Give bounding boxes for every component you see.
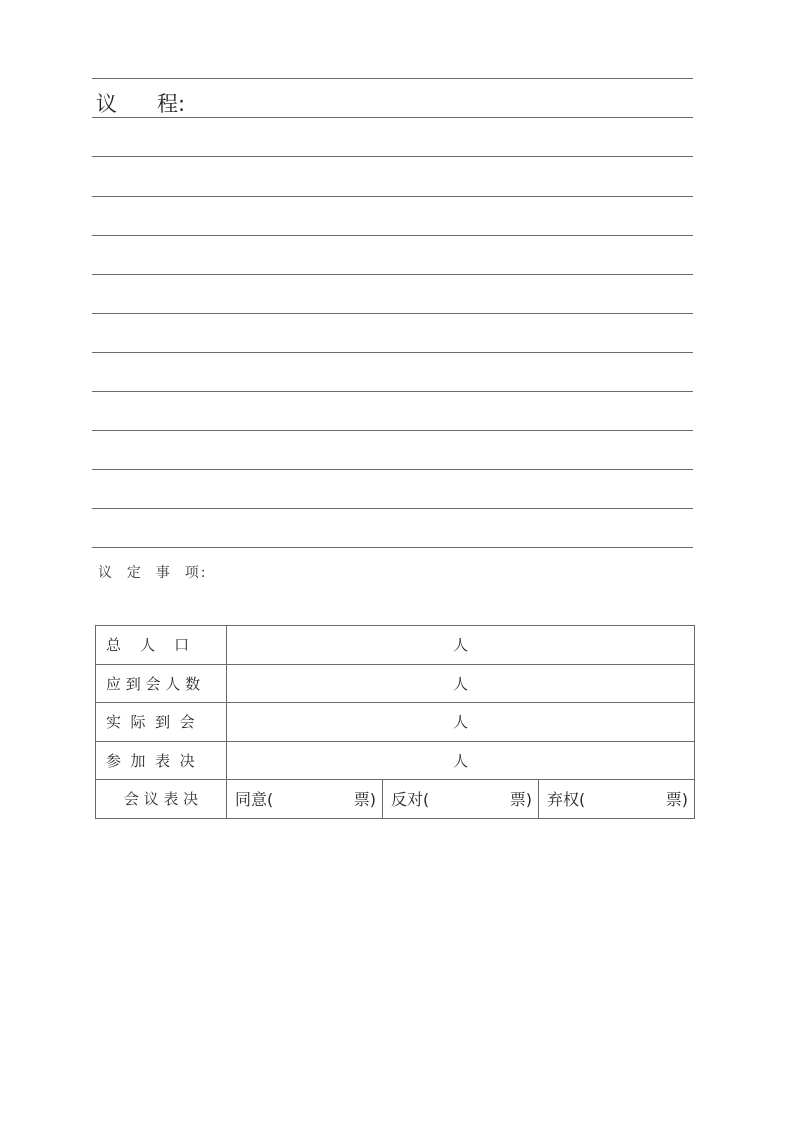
table-row (96, 780, 695, 819)
resolved-items-label: 议 定 事 项: (98, 565, 208, 581)
rule-line (92, 469, 693, 470)
rule-line (92, 274, 693, 275)
actual-attendees-label: 实 际 到 会 (96, 703, 227, 742)
rule-line (92, 508, 693, 509)
rule-line (92, 196, 693, 197)
table-row (96, 703, 695, 742)
table-row (96, 741, 695, 780)
voting-participants-field[interactable]: 人 (227, 741, 695, 780)
meeting-vote-label: 会 议 表 决 (96, 780, 227, 819)
total-population-field[interactable]: 人 (227, 626, 695, 665)
agenda-label: 议 程: (96, 92, 186, 116)
rule-line (92, 156, 693, 157)
oppose-vote-label: 反对( (391, 790, 430, 810)
table-row (96, 664, 695, 703)
expected-attendees-field[interactable]: 人 (227, 664, 695, 703)
rule-line (92, 313, 693, 314)
actual-attendees-field[interactable]: 人 (227, 703, 695, 742)
rule-line (92, 547, 693, 548)
rule-line (92, 78, 693, 79)
attendance-vote-table (95, 625, 695, 819)
table-row (96, 626, 695, 665)
total-population-label: 总 人 口 (96, 626, 227, 665)
abstain-vote-cell[interactable] (539, 780, 695, 819)
agree-vote-label: 同意( (235, 790, 274, 810)
agree-vote-unit: 票) (353, 790, 376, 810)
oppose-vote-cell[interactable] (383, 780, 539, 819)
oppose-vote-unit: 票) (509, 790, 532, 810)
voting-participants-label: 参 加 表 决 (96, 741, 227, 780)
abstain-vote-label: 弃权( (547, 790, 586, 810)
rule-line (92, 235, 693, 236)
rule-line (92, 117, 693, 118)
agree-vote-cell[interactable] (227, 780, 383, 819)
rule-line (92, 352, 693, 353)
abstain-vote-unit: 票) (665, 790, 689, 810)
expected-attendees-label: 应 到 会 人 数 (96, 664, 227, 703)
rule-line (92, 391, 693, 392)
rule-line (92, 430, 693, 431)
